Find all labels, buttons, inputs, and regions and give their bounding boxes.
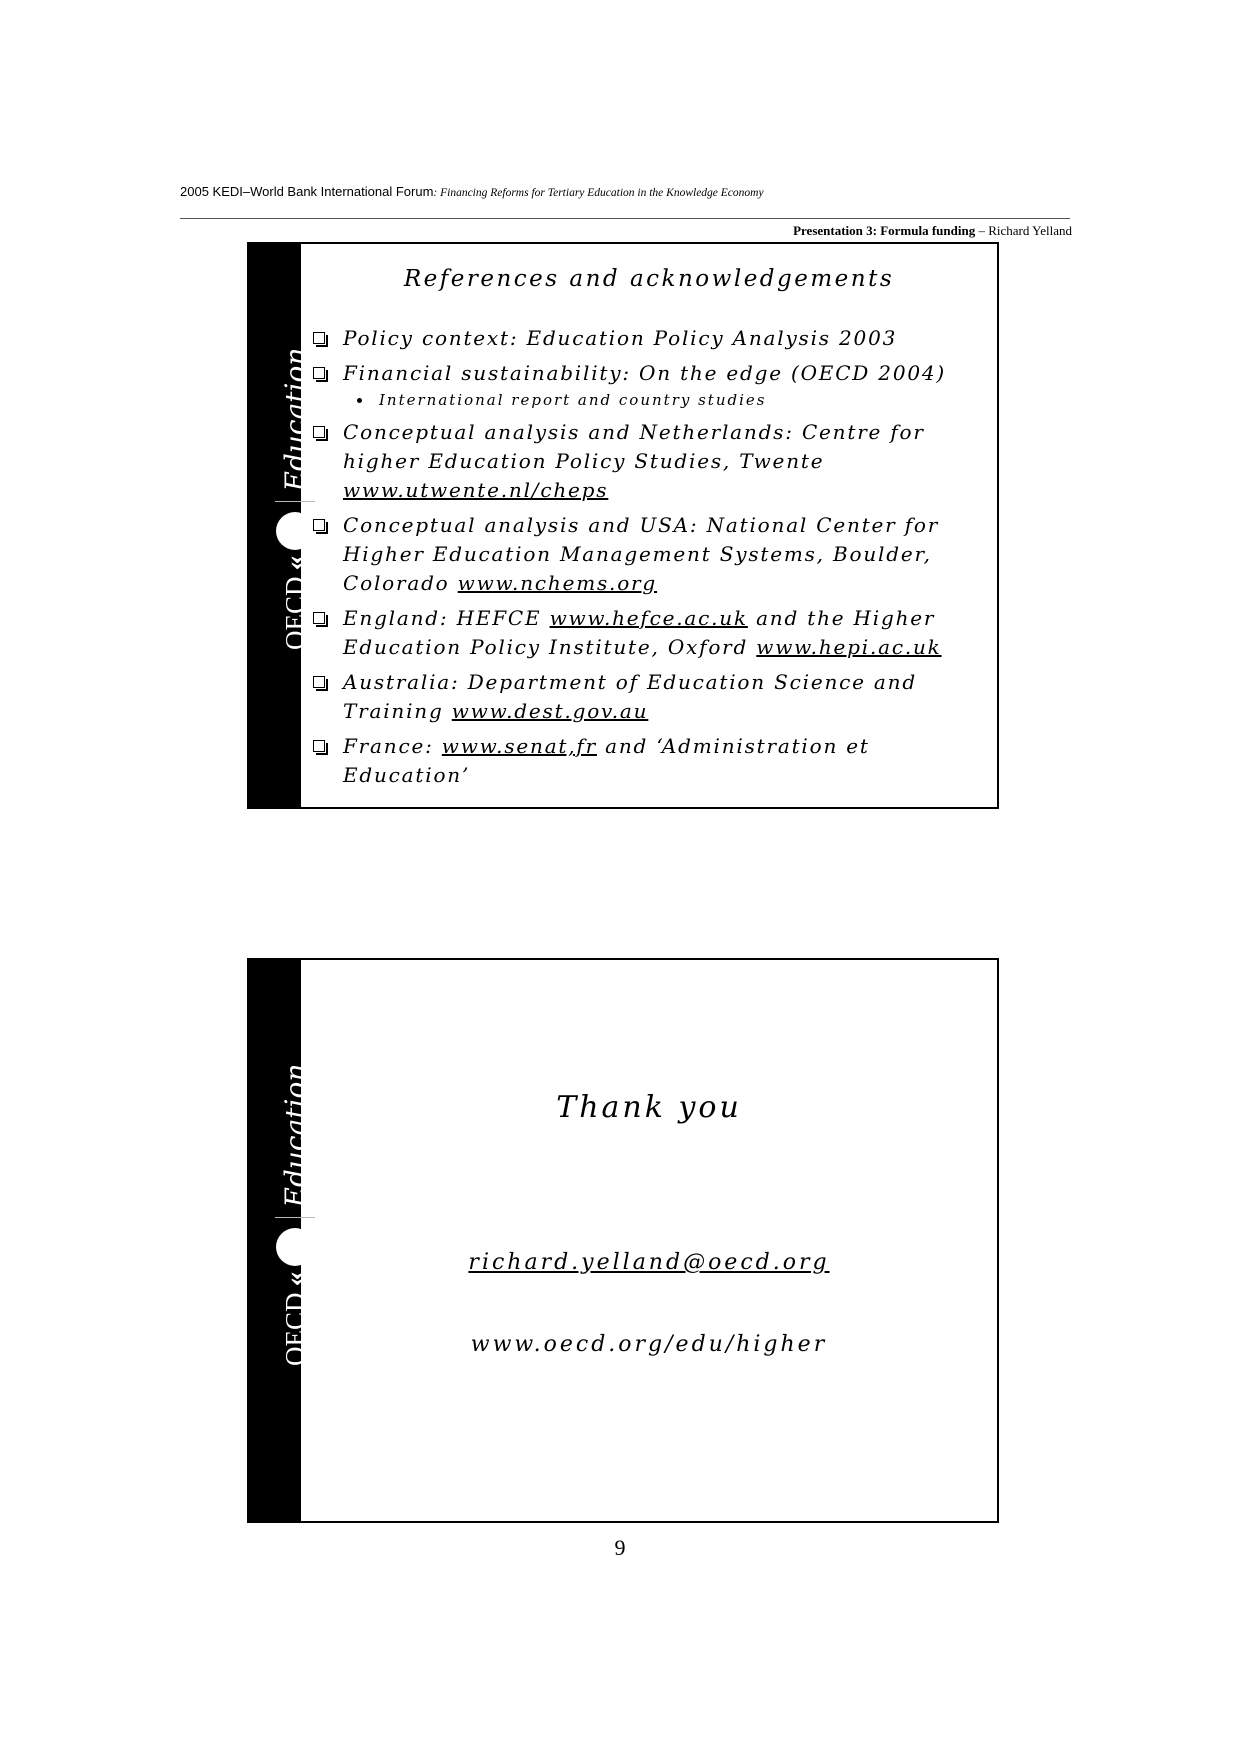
list-item: Australia: Department of Education Science and Training www.dest.gov.au bbox=[313, 668, 987, 726]
list-item: Policy context: Education Policy Analysis 2003 bbox=[313, 324, 987, 353]
presentation-author: – Richard Yelland bbox=[975, 223, 1072, 238]
checkbox-bullet-icon bbox=[313, 740, 325, 752]
thank-you-title: Thank you bbox=[556, 1090, 742, 1125]
slide-thank-you bbox=[247, 958, 999, 1523]
page-header bbox=[180, 184, 1070, 200]
oecd-education-logo bbox=[249, 1063, 312, 1378]
sub-list-item: International report and country studies bbox=[355, 388, 987, 412]
dot-bullet-icon bbox=[357, 398, 362, 403]
checkbox-bullet-icon bbox=[313, 367, 325, 379]
list-item: France: www.senat,fr and ‘Administration et Education’ bbox=[313, 732, 987, 790]
circle-icon bbox=[276, 513, 314, 551]
page-number: 9 bbox=[614, 1535, 626, 1560]
link-dest[interactable]: www.dest.gov.au bbox=[451, 699, 649, 723]
education-wordmark: Education bbox=[278, 347, 312, 492]
checkbox-bullet-icon bbox=[313, 612, 325, 624]
list-item: England: HEFCE www.hefce.ac.uk and the Higher Education Policy Institute, Oxford www.hepi.ac.uk bbox=[313, 604, 987, 662]
reference-list bbox=[313, 324, 987, 796]
list-item: Financial sustainability: On the edge (OECD 2004) International report and country studies bbox=[313, 359, 987, 412]
forum-subtitle: : Financing Reforms for Tertiary Education in the Knowledge Economy bbox=[433, 187, 764, 199]
link-hepi[interactable]: www.hepi.ac.uk bbox=[756, 635, 942, 659]
checkbox-bullet-icon bbox=[313, 519, 325, 531]
link-cheps[interactable]: www.utwente.nl/cheps bbox=[343, 478, 609, 502]
slide-title: References and acknowledgements bbox=[403, 266, 895, 292]
chevrons-icon: « bbox=[278, 1271, 311, 1287]
presentation-line bbox=[793, 223, 1072, 239]
email-link[interactable]: richard.yelland@oecd.org bbox=[468, 1250, 830, 1275]
presentation-title: Presentation 3: Formula funding bbox=[793, 223, 976, 238]
slide-references bbox=[247, 242, 999, 809]
link-senat[interactable]: www.senat,fr bbox=[441, 734, 597, 758]
link-hefce[interactable]: www.hefce.ac.uk bbox=[549, 606, 748, 630]
checkbox-bullet-icon bbox=[313, 676, 325, 688]
list-item: Conceptual analysis and Netherlands: Centre for higher Education Policy Studies, Twente www.utwente.nl/cheps bbox=[313, 418, 987, 505]
logo-divider bbox=[275, 1218, 315, 1219]
website-text: www.oecd.org/edu/higher bbox=[470, 1332, 828, 1357]
email-link-wrap bbox=[301, 1250, 997, 1275]
checkbox-bullet-icon bbox=[313, 426, 325, 438]
oecd-wordmark: OECD bbox=[279, 1292, 310, 1366]
education-wordmark: Education bbox=[278, 1063, 312, 1208]
oecd-wordmark: OECD bbox=[279, 576, 310, 650]
slide-side-band bbox=[249, 960, 312, 1521]
oecd-education-logo bbox=[249, 347, 312, 662]
logo-divider bbox=[275, 502, 315, 503]
list-item: Conceptual analysis and USA: National Center for Higher Education Management Systems, Boulder, Colorado www.nchems.org bbox=[313, 511, 987, 598]
slide-side-band bbox=[249, 244, 312, 807]
forum-title: 2005 KEDI–World Bank International Forum bbox=[180, 184, 434, 199]
chevrons-icon: « bbox=[278, 555, 311, 571]
checkbox-bullet-icon bbox=[313, 332, 325, 344]
header-rule bbox=[180, 218, 1070, 219]
sub-list bbox=[343, 388, 987, 412]
link-nchems[interactable]: www.nchems.org bbox=[457, 571, 658, 595]
